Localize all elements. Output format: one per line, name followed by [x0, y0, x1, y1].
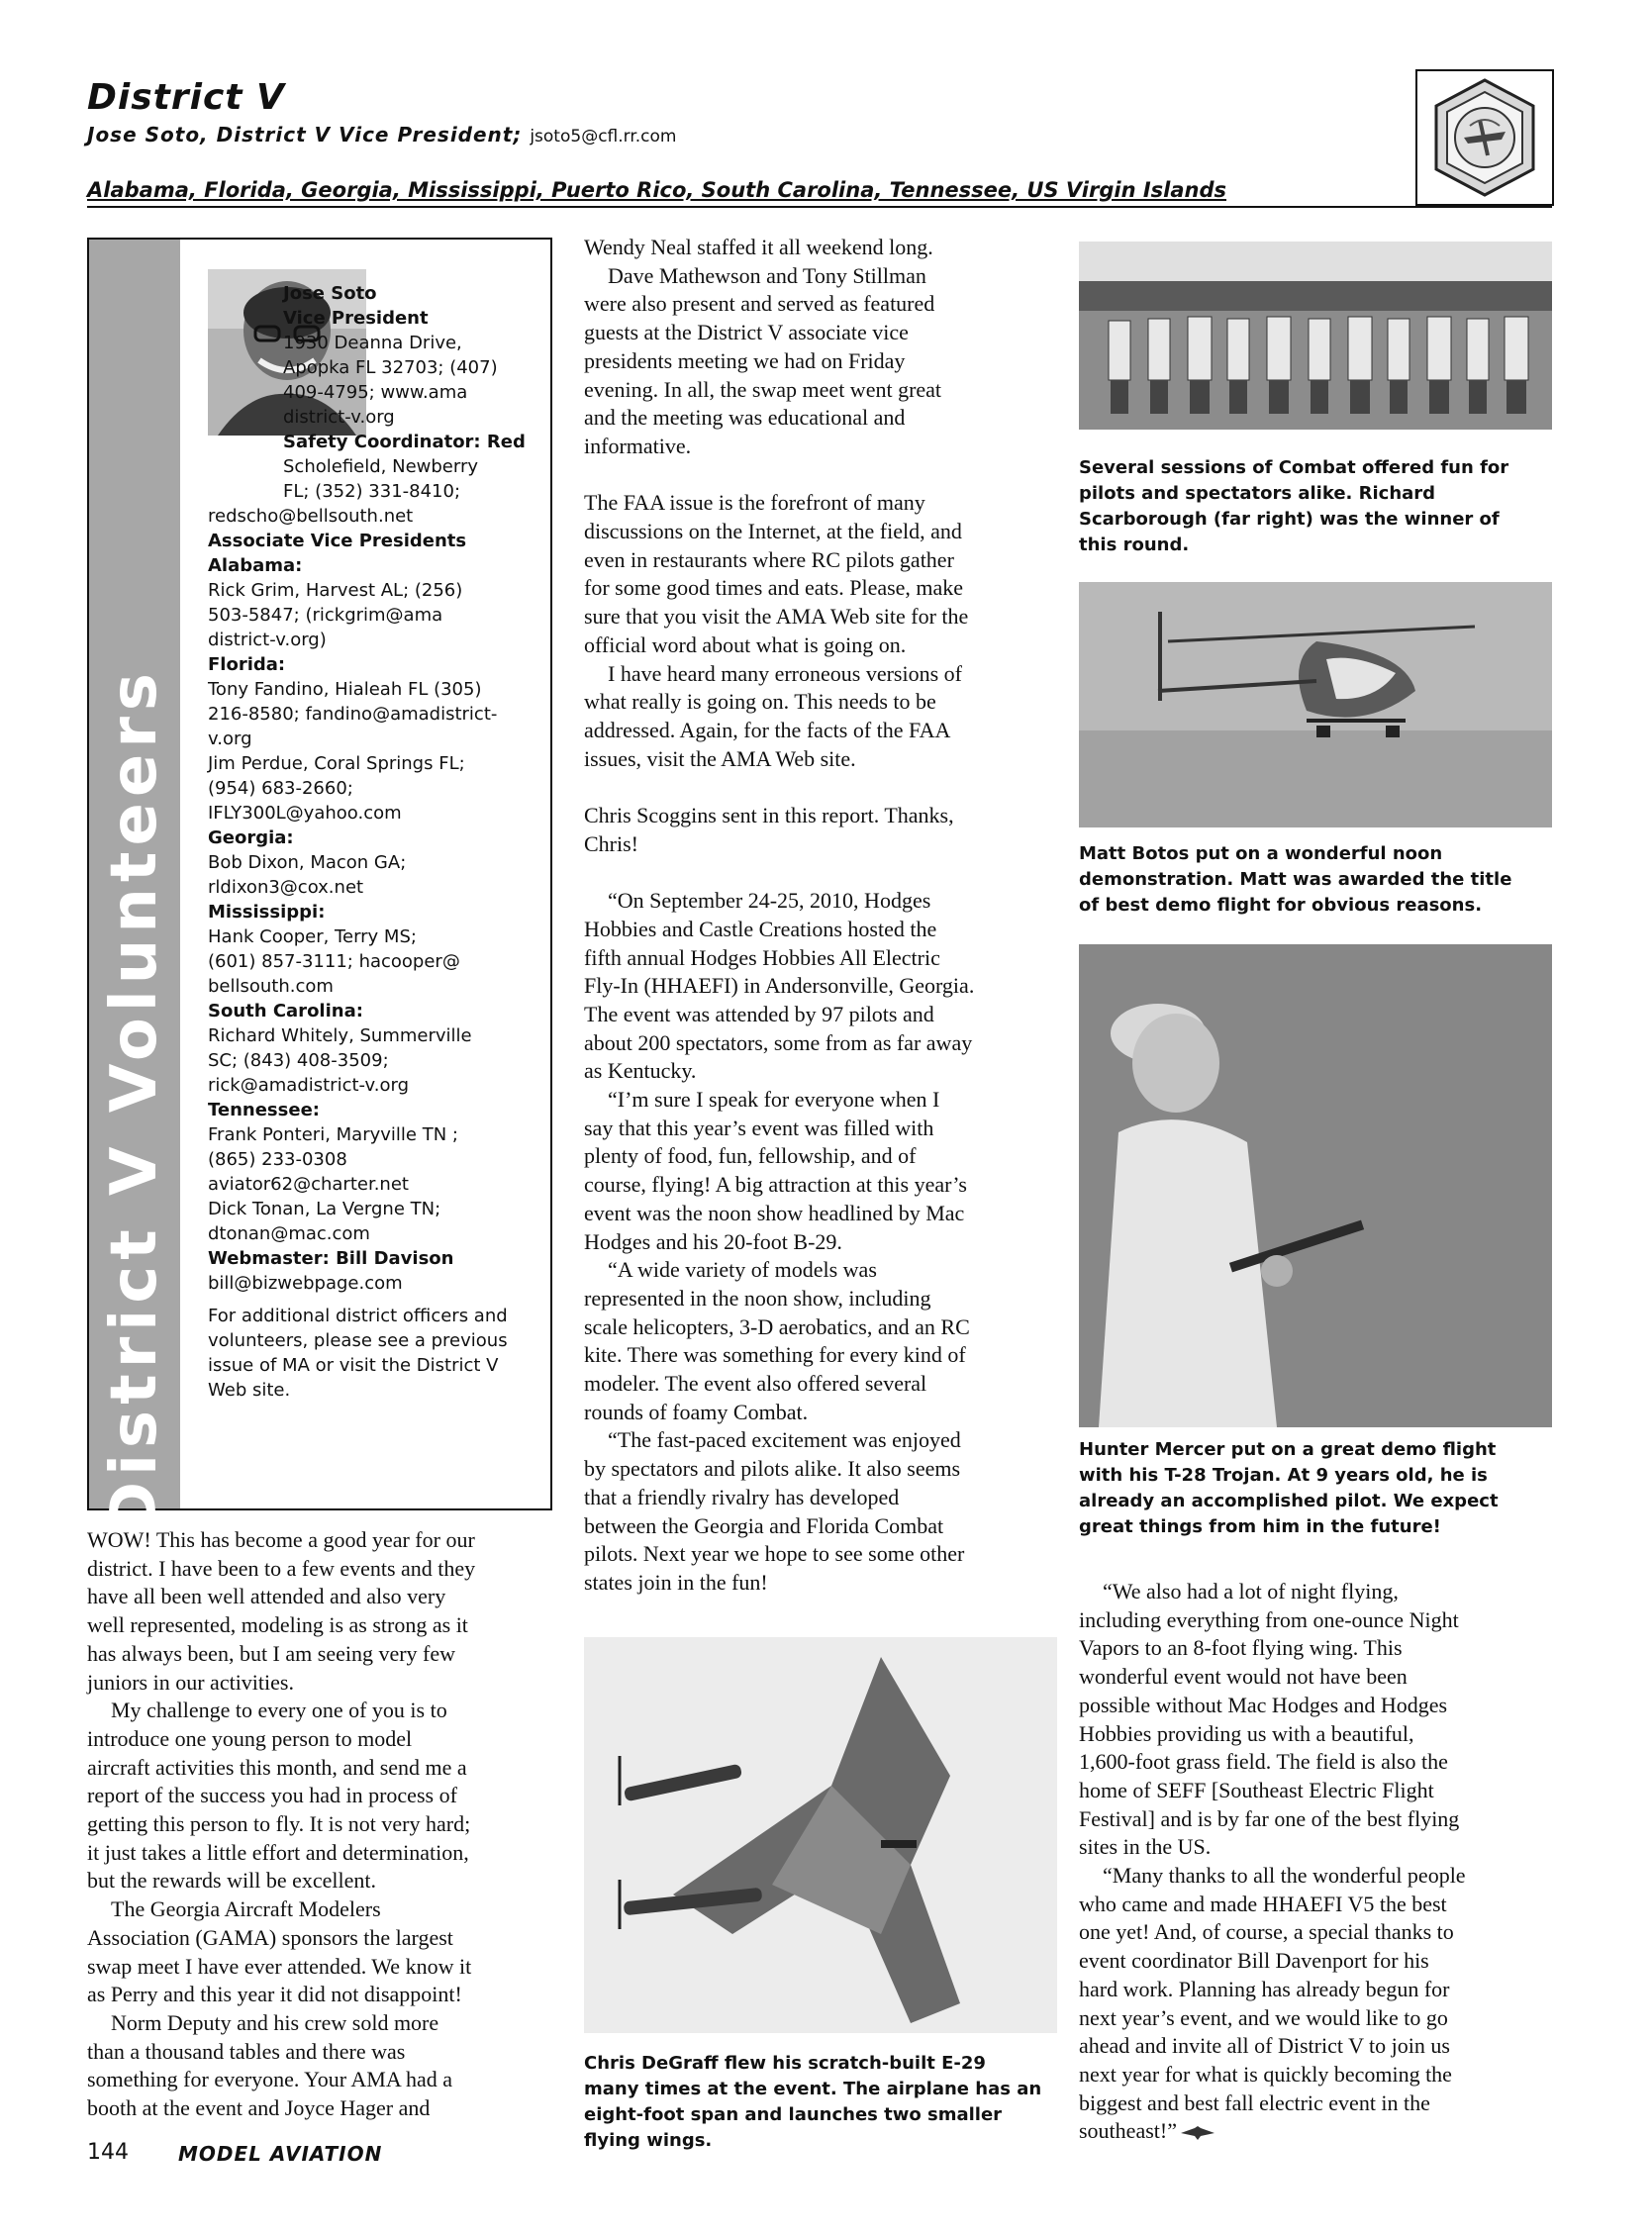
page-subtitle	[87, 123, 676, 146]
article-line: getting this person to fly. It is not very hard;	[87, 1811, 471, 1837]
district-seal-icon	[1422, 76, 1547, 199]
volunteer-line: aviator62@charter.net	[208, 1174, 409, 1195]
article-line: sure that you visit the AMA Web site for the	[584, 604, 969, 630]
article-line: well represented, modeling is as strong as it	[87, 1612, 468, 1638]
volunteer-line: 1930 Deanna Drive,	[283, 333, 462, 353]
volunteer-line: Jose Soto	[283, 283, 377, 304]
article-line: between the Georgia and Florida Combat	[584, 1512, 944, 1538]
article-line: 1,600-foot grass field. The field is also the	[1079, 1749, 1448, 1775]
article-line: aircraft activities this month, and send me a	[87, 1754, 467, 1780]
article-line: district. I have been to a few events and they	[87, 1555, 476, 1581]
article-line: issues, visit the AMA Web site.	[584, 745, 856, 771]
article-line: event coordinator Bill Davenport for his	[1079, 1948, 1429, 1974]
article-line: WOW! This has become a good year for our	[87, 1527, 475, 1552]
caption-line: Hunter Mercer put on a great demo flight	[1079, 1439, 1497, 1460]
article-line: evening. In all, the swap meet went great	[584, 376, 942, 402]
article-line: Chris!	[584, 830, 638, 856]
volunteer-line: Jim Perdue, Coral Springs FL;	[208, 753, 465, 774]
article-line: juniors in our activities.	[87, 1669, 294, 1695]
article-line: rounds of foamy Combat.	[584, 1399, 809, 1424]
caption-line: many times at the event. The airplane has an	[584, 2079, 1042, 2099]
article-line: something for everyone. Your AMA had a	[87, 2067, 453, 2092]
volunteer-line: dtonan@mac.com	[208, 1223, 370, 1244]
article-closing-text: southeast!”	[1079, 2118, 1177, 2144]
volunteer-line: issue of MA or visit the District V	[208, 1355, 499, 1376]
article-line: Hobbies providing us with a beautiful,	[1079, 1720, 1414, 1746]
article-line: biggest and best fall electric event in the	[1079, 2089, 1430, 2115]
article-line: event was the noon show headlined by Mac	[584, 1200, 965, 1225]
article-line: who came and made HHAEFI V5 the best	[1079, 1891, 1447, 1916]
article-line: “On September 24-25, 2010, Hodges	[608, 888, 931, 914]
volunteer-line: Web site.	[208, 1380, 291, 1401]
article-line: kite. There was something for every kind of	[584, 1342, 966, 1368]
article-line: what really is going on. This needs to be	[584, 689, 936, 715]
volunteer-line: redscho@bellsouth.net	[208, 506, 414, 527]
article-line: informative.	[584, 433, 692, 458]
volunteer-line: Apopka FL 32703; (407)	[283, 357, 498, 378]
article-line: Festival] and is by far one of the best flying	[1079, 1805, 1460, 1831]
caption-line: Chris DeGraff flew his scratch-built E-29	[584, 2053, 986, 2074]
volunteer-line: (601) 857-3111; hacooper@	[208, 951, 460, 972]
article-line: official word about what is going on.	[584, 632, 907, 657]
page-title: District V	[87, 77, 285, 118]
article-line: The Georgia Aircraft Modelers	[111, 1896, 381, 1922]
article-line: My challenge to every one of you is to	[111, 1698, 447, 1723]
district-states: Alabama, Florida, Georgia, Mississippi, Puerto Rico, South Carolina, Tennessee, US Virgin Islands	[87, 178, 1227, 202]
helicopter-caption	[1079, 841, 1511, 919]
volunteer-line: FL; (352) 331-8410;	[283, 481, 461, 502]
caption-line: pilots and spectators alike. Richard	[1079, 483, 1436, 504]
volunteers-box	[87, 238, 552, 1534]
volunteer-line: bill@bizwebpage.com	[208, 1273, 403, 1294]
volunteer-line: Dick Tonan, La Vergne TN;	[208, 1199, 441, 1219]
volunteer-line: Richard Whitely, Summerville	[208, 1025, 472, 1046]
article-line: than a thousand tables and there was	[87, 2038, 406, 2064]
article-line: “I’m sure I speak for everyone when I	[608, 1087, 940, 1113]
article-spacer	[584, 858, 974, 887]
hunter-mercer-photo	[1079, 944, 1552, 1427]
volunteer-line: Scholefield, Newberry	[283, 456, 478, 477]
e29-caption	[584, 2051, 1041, 2154]
article-line: home of SEFF [Southeast Electric Flight	[1079, 1777, 1434, 1802]
article-line: for some good times and eats. Please, make	[584, 575, 964, 601]
volunteer-line: 503-5847; (rickgrim@ama	[208, 605, 443, 626]
article-line: “Many thanks to all the wonderful people	[1103, 1863, 1466, 1889]
combat-group-photo	[1079, 242, 1552, 430]
article-line: sites in the US.	[1079, 1834, 1212, 1860]
article-line: by spectators and pilots alike. It also seems	[584, 1456, 961, 1482]
article-line: Dave Mathewson and Tony Stillman	[608, 262, 926, 288]
article-line: Norm Deputy and his crew sold more	[111, 2009, 439, 2035]
volunteer-line: bellsouth.com	[208, 976, 334, 997]
article-line: Fly-In (HHAEFI) in Andersonville, Georgia.	[584, 973, 975, 999]
volunteer-line: SC; (843) 408-3509;	[208, 1050, 389, 1071]
article-line: I have heard many erroneous versions of	[608, 660, 962, 686]
caption-line: Scarborough (far right) was the winner of	[1079, 509, 1500, 530]
article-line: modeler. The event also offered several	[584, 1371, 927, 1397]
article-line: “We also had a lot of night flying,	[1103, 1579, 1399, 1603]
article-line: say that this year’s event was filled with	[584, 1115, 934, 1140]
article-line: that a friendly rivalry has developed	[584, 1484, 900, 1509]
article-line: guests at the District V associate vice	[584, 320, 909, 345]
district-logo	[1415, 69, 1554, 206]
article-line: represented in the noon show, including	[584, 1285, 931, 1311]
volunteer-line: Hank Cooper, Terry MS;	[208, 926, 417, 947]
article-line: Vapors to an 8-foot flying wing. This	[1079, 1635, 1403, 1661]
article-column-2	[584, 234, 974, 1598]
article-line: next year’s event, and we would like to go	[1079, 2004, 1448, 2030]
volunteer-line: 409-4795; www.ama	[283, 382, 468, 403]
article-line: “The fast-paced excitement was enjoyed	[608, 1427, 961, 1453]
volunteer-line: v.org	[208, 729, 252, 749]
volunteer-line: 216-8580; fandino@amadistrict-	[208, 704, 498, 725]
article-line: report of the success you had in process of	[87, 1783, 457, 1808]
volunteer-line: Frank Ponteri, Maryville TN ;	[208, 1124, 458, 1145]
caption-line: flying wings.	[584, 2130, 713, 2151]
article-line: Chris Scoggins sent in this report. Thanks,	[584, 803, 954, 828]
helicopter-photo	[1079, 582, 1552, 827]
volunteer-line: Tony Fandino, Hialeah FL (305)	[208, 679, 482, 700]
caption-line: this round.	[1079, 534, 1190, 555]
article-line: Hobbies and Castle Creations hosted the	[584, 916, 937, 941]
article-line: and the meeting was educational and	[584, 405, 906, 431]
vice-president-email: jsoto5@cfl.rr.com	[530, 127, 677, 146]
article-spacer	[584, 773, 974, 802]
article-line: as Kentucky.	[584, 1058, 697, 1084]
volunteer-line: Georgia:	[208, 827, 294, 848]
article-line: including everything from one-ounce Night	[1079, 1606, 1459, 1632]
article-line: hard work. Planning has already begun for	[1079, 1976, 1450, 2001]
article-line: were also present and served as featured	[584, 291, 935, 317]
header-rule	[87, 206, 1552, 208]
volunteer-line: Vice President	[283, 308, 429, 329]
volunteer-line: For additional district officers and	[208, 1306, 508, 1326]
article-line: has always been, but I am seeing very few	[87, 1640, 456, 1666]
article-line: even in restaurants where RC pilots gather	[584, 546, 954, 572]
volunteer-contact-top	[283, 281, 526, 504]
article-column-1	[87, 1526, 475, 2123]
caption-line: with his T-28 Trojan. At 9 years old, he is	[1079, 1465, 1488, 1486]
article-line: have all been well attended and also very	[87, 1584, 446, 1609]
article-column-3	[1079, 1578, 1466, 2146]
volunteer-line: district-v.org)	[208, 630, 327, 650]
volunteer-line: IFLY300L@yahoo.com	[208, 803, 402, 824]
vice-president-line: Jose Soto, District V Vice President;	[87, 123, 523, 146]
volunteers-vertical-title: District V Volunteers	[98, 667, 171, 1534]
article-line: it just takes a little effort and determination,	[87, 1839, 469, 1865]
volunteer-line: Safety Coordinator: Red	[283, 432, 526, 452]
volunteer-line: Florida:	[208, 654, 286, 675]
article-line: plenty of food, fun, fellowship, and of	[584, 1143, 917, 1169]
caption-line: eight-foot span and launches two smaller	[584, 2104, 1003, 2125]
caption-line: Several sessions of Combat offered fun for	[1079, 457, 1509, 478]
volunteer-line: rldixon3@cox.net	[208, 877, 364, 898]
volunteer-line: (865) 233-0308	[208, 1149, 347, 1170]
page-number: 144	[87, 2140, 129, 2165]
article-line	[1079, 2117, 1466, 2146]
article-line: swap meet I have ever attended. We know it	[87, 1953, 472, 1979]
ama-end-mark-icon	[1177, 2118, 1215, 2143]
publication-name: MODEL AVIATION	[178, 2142, 383, 2166]
caption-line: of best demo flight for obvious reasons.	[1079, 895, 1483, 916]
article-line: Wendy Neal staffed it all weekend long.	[584, 235, 933, 259]
volunteer-line: volunteers, please see a previous	[208, 1330, 508, 1351]
article-line: addressed. Again, for the facts of the FAA	[584, 717, 951, 742]
volunteers-band	[89, 240, 180, 1534]
volunteer-line: Mississippi:	[208, 902, 326, 923]
article-line: booth at the event and Joyce Hager and	[87, 2095, 431, 2121]
volunteer-line: South Carolina:	[208, 1001, 363, 1021]
volunteer-line: Tennessee:	[208, 1100, 320, 1120]
volunteer-line: Bob Dixon, Macon GA;	[208, 852, 407, 873]
article-line: The event was attended by 97 pilots and	[584, 1001, 934, 1026]
article-line: as Perry and this year it did not disappoint!	[87, 1982, 462, 2007]
article-line: scale helicopters, 3-D aerobatics, and an RC	[584, 1313, 970, 1339]
volunteer-line: district-v.org	[283, 407, 395, 428]
article-line: one yet! And, of course, a special thanks to	[1079, 1919, 1454, 1945]
article-line: fifth annual Hodges Hobbies All Electric	[584, 944, 940, 970]
volunteer-line: Alabama:	[208, 555, 303, 576]
article-line: introduce one young person to model	[87, 1725, 413, 1751]
volunteer-line: (954) 683-2660;	[208, 778, 353, 799]
article-line: pilots. Next year we hope to see some other	[584, 1541, 965, 1567]
article-line: Hodges and his 20-foot B-29.	[584, 1228, 842, 1254]
volunteer-line: Rick Grim, Harvest AL; (256)	[208, 580, 463, 601]
article-line: but the rewards will be excellent.	[87, 1868, 377, 1894]
caption-line: great things from him in the future!	[1079, 1516, 1441, 1537]
caption-line: demonstration. Matt was awarded the title	[1079, 869, 1512, 890]
article-line: “A wide variety of models was	[608, 1257, 877, 1283]
volunteer-line: rick@amadistrict-v.org	[208, 1075, 410, 1096]
combat-caption	[1079, 455, 1508, 558]
article-line: possible without Mac Hodges and Hodges	[1079, 1692, 1448, 1717]
article-line: wonderful event would not have been	[1079, 1664, 1408, 1690]
volunteer-contact-list	[208, 504, 508, 1403]
article-line: presidents meeting we had on Friday	[584, 347, 906, 373]
volunteer-line: Webmaster: Bill Davison	[208, 1248, 454, 1269]
article-line: The FAA issue is the forefront of many	[584, 490, 925, 516]
article-line: next year for what is quickly becoming the	[1079, 2061, 1452, 2087]
article-line: Association (GAMA) sponsors the largest	[87, 1924, 453, 1950]
article-line: discussions on the Internet, at the field, and	[584, 519, 962, 544]
caption-line: Matt Botos put on a wonderful noon	[1079, 843, 1443, 864]
article-line: about 200 spectators, some from as far away	[584, 1029, 973, 1055]
article-spacer	[584, 461, 974, 490]
hunter-caption	[1079, 1437, 1499, 1540]
article-line: course, flying! A big attraction at this year’s	[584, 1172, 967, 1198]
article-line: ahead and invite all of District V to join us	[1079, 2033, 1450, 2059]
volunteer-line: Associate Vice Presidents	[208, 531, 467, 551]
e29-photo	[584, 1637, 1057, 2033]
caption-line: already an accomplished pilot. We expect	[1079, 1491, 1499, 1511]
article-line: states join in the fun!	[584, 1570, 768, 1595]
